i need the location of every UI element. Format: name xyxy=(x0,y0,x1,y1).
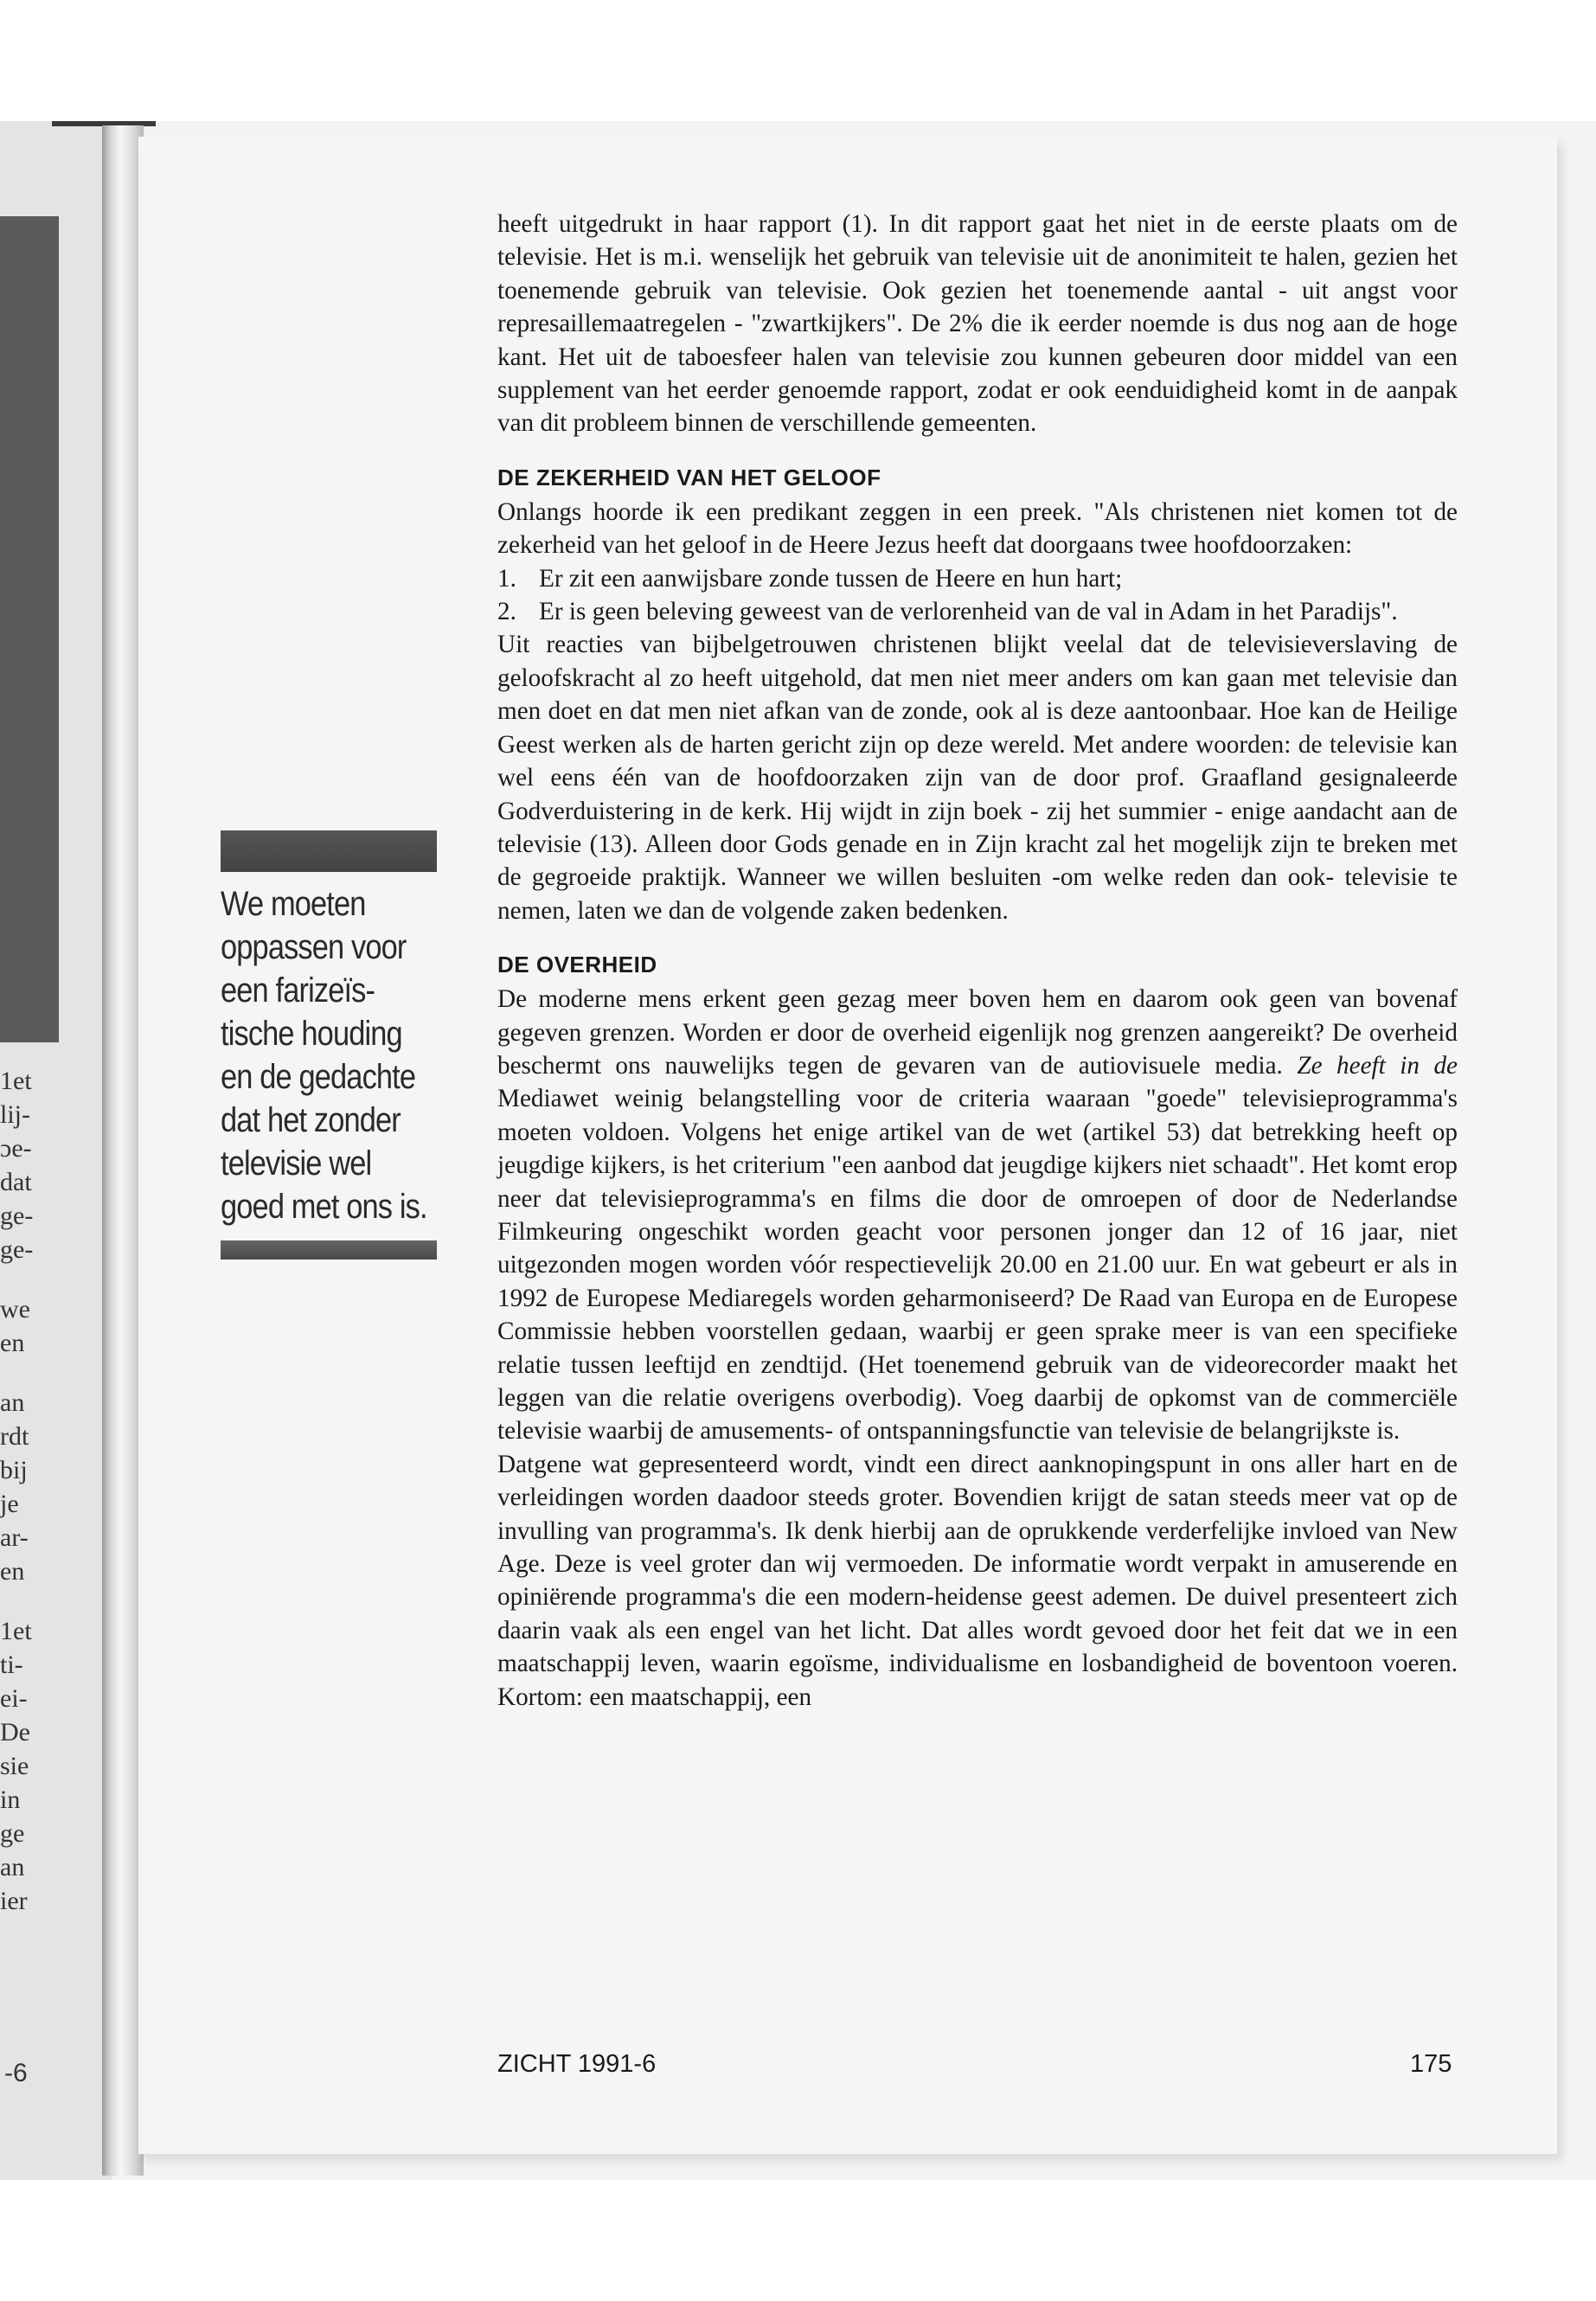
left-page-fragment: we xyxy=(0,1295,30,1324)
left-page-number: -6 xyxy=(4,2059,28,2087)
pull-quote xyxy=(221,830,437,1259)
left-page-fragment-gap xyxy=(0,1266,52,1292)
left-page-fragment: ei- xyxy=(0,1684,28,1713)
list-item xyxy=(497,595,1458,628)
footer-publication-label: ZICHT 1991-6 xyxy=(497,2050,657,2078)
left-page-fragment: 1et xyxy=(0,1067,32,1095)
section2-paragraph-1-end: Mediawet weinig belangstelling voor de criteria waaraan "goede" televisieprogramma's moeten voldoen. Volgens het enige artikel van de wet (artikel 53) dat betrekking heeft op jeugdige kijkers, is het criterium "een aanbod dat jeugdige kijkers niet schaadt". Het komt erop neer dat televisieprogramma's en films die door de omroepen of door de Nederlandse Filmkeuring ongeschikt worden geacht voor personen jonger dan 12 of 16 jaar, niet uitgezonden mogen worden vóór respectievelijk 20.00 en 21.00 uur. En wat gebeurt er als in 1992 de Europese Mediaregels worden geharmoniseerd? De Raad van Europa en de Europese Commissie hebben voorstellen gedaan, waarbij er geen sprake meer is van een specifieke relatie tussen leeftijd en zendtijd. (Het toenemend gebruik van de videorecorder maakt het leggen van die relatie overigens overbodig). Voeg daarbij de opkomst van de commerciële televisie waarbij de amusements- of ontspanningsfunctie van televisie de belangrijkste is. xyxy=(497,1085,1458,1445)
left-page-fragment: De xyxy=(0,1718,30,1747)
left-page-fragment: an xyxy=(0,1853,25,1881)
section2-paragraph-1-italic: Ze heeft in de xyxy=(1297,1051,1458,1080)
left-page-fragment-gap xyxy=(0,1588,52,1614)
left-page-fragment: ɔe- xyxy=(0,1134,32,1163)
pull-quote-text: We moeten oppassen voor een farizeïs-tische houding en de gedachte dat het zonder televisie wel goed met ons is. xyxy=(221,885,427,1226)
section-heading-zekerheid: DE ZEKERHEID VAN HET GELOOF xyxy=(497,464,881,490)
section2-paragraph-1-start: De moderne mens erkent geen gezag meer boven hem en daarom ook geen van bovenaf gegeven grenzen. Worden er door de overheid eigenlijk nog grenzen aangereikt? De overheid beschermt ons nauwelijks tegen de gevaren van de autiovisuele media. xyxy=(497,985,1458,1080)
left-page-edge xyxy=(0,121,112,2180)
pull-quote-bottom-bar xyxy=(221,1240,437,1259)
left-page-fragment: lij- xyxy=(0,1100,30,1129)
list-item-number: 1. xyxy=(497,564,516,593)
left-page-fragment: ar- xyxy=(0,1523,29,1552)
left-page-fragment: en xyxy=(0,1329,25,1357)
list-item-number: 2. xyxy=(497,598,516,626)
list-item-text: Er zit een aanwijsbare zonde tussen de Heere en hun hart; xyxy=(539,564,1123,593)
list-item-text: Er is geen beleving geweest van de verlorenheid van de val in Adam in het Paradijs". xyxy=(539,598,1398,626)
left-page-fragment: an xyxy=(0,1388,25,1417)
cause-list xyxy=(497,562,1458,629)
pull-quote-top-bar xyxy=(221,830,437,872)
left-page-fragment: je xyxy=(0,1490,19,1518)
page-number: 175 xyxy=(1410,2050,1452,2078)
left-page-fragment: sie xyxy=(0,1752,29,1780)
left-page-fragment: ti- xyxy=(0,1650,23,1679)
left-page-fragment: rdt xyxy=(0,1422,29,1451)
left-page-fragment: 1et xyxy=(0,1617,32,1645)
section1-lead-paragraph: Onlangs hoorde ik een predikant zeggen in een preek. "Als christenen niet komen tot de zekerheid van het geloof in de Heere Jezus heeft dat doorgaans twee hoofdoorzaken: xyxy=(497,497,1458,560)
section-heading-overheid: DE OVERHEID xyxy=(497,952,657,978)
left-page-fragment: ge- xyxy=(0,1235,34,1264)
left-page-fragment: in xyxy=(0,1785,21,1814)
section2-paragraph-1 xyxy=(497,983,1458,1448)
section1-body-paragraph: Uit reacties van bijbelgetrouwen christenen blijkt veelal dat de televisieverslaving de geloofskracht al zo heeft uitgehold, dat men niet meer anders om kan gaan met televisie dan men doet en dat men niet afkan van de zonde, ook al is deze aantoonbaar. Hoe kan de Heilige Geest werken als de harten gericht zijn op deze wereld. Met andere woorden: de televisie kan wel eens één van de hoofdoorzaken zijn van de door prof. Graafland gesignaleerde Godverduistering in de kerk. Hij wijdt in zijn boek - zij het summier - enige aandacht aan de televisie (13). Alleen door Gods genade en in Zijn kracht zal het mogelijk zijn te breken met de gegroeide praktijk. Wanneer we willen besluiten -om welke reden dan ook- televisie te nemen, laten we dan de volgende zaken bedenken. xyxy=(497,631,1458,925)
left-page-fragment: ge- xyxy=(0,1202,34,1230)
list-item xyxy=(497,562,1458,595)
left-page-fragment: en xyxy=(0,1557,25,1586)
left-page-gray-bar xyxy=(0,216,59,1042)
intro-paragraph: heeft uitgedrukt in haar rapport (1). In dit rapport gaat het niet in de eerste plaats om de televisie. Het is m.i. wenselijk het gebruik van televisie uit de anonimiteit te halen, gezien het toenemende gebruik van televisie. Ook gezien het toenemende aantal - uit angst voor represaillemaatregelen - "zwartkijkers". De 2% die ik eerder noemde is dus nog aan de hoge kant. Het uit de taboesfeer halen van televisie zou kunnen gebeuren door middel van een supplement van het eerder genoemde rapport, zodat er ook eenduidigheid komt in de aanpak van dit probleem binnen de verschillende gemeenten. xyxy=(497,210,1458,438)
left-page-text-fragments xyxy=(0,1064,52,1918)
left-page-fragment: ge xyxy=(0,1819,25,1848)
left-page-fragment: ier xyxy=(0,1887,28,1915)
book-spine xyxy=(102,125,144,2176)
article-body xyxy=(497,208,1458,1714)
left-page-fragment-gap xyxy=(0,1360,52,1386)
section2-paragraph-2: Datgene wat gepresenteerd wordt, vindt een direct aanknopingspunt in ons aller hart en de verleidingen worden daadoor steeds groter. Bovendien krijgt de satan steeds meer vat op de invulling van programma's. Ik denk hierbij aan de oprukkende verderfelijke invloed van New Age. Deze is veel groter dan wij vermoeden. De informatie wordt verpakt in amuserende en opiniërende programma's die een modern-heidense geest ademen. De duivel presenteert zich daarin vaak als een engel van het licht. Dat alles wordt gevoed door het feit dat we in een maatschappij leven, waarin egoïsme, individualisme en losbandigheid de boventoon voeren. Kortom: een maatschappij, een xyxy=(497,1450,1458,1711)
left-page-fragment: dat xyxy=(0,1168,32,1196)
left-page-fragment: bij xyxy=(0,1456,28,1484)
